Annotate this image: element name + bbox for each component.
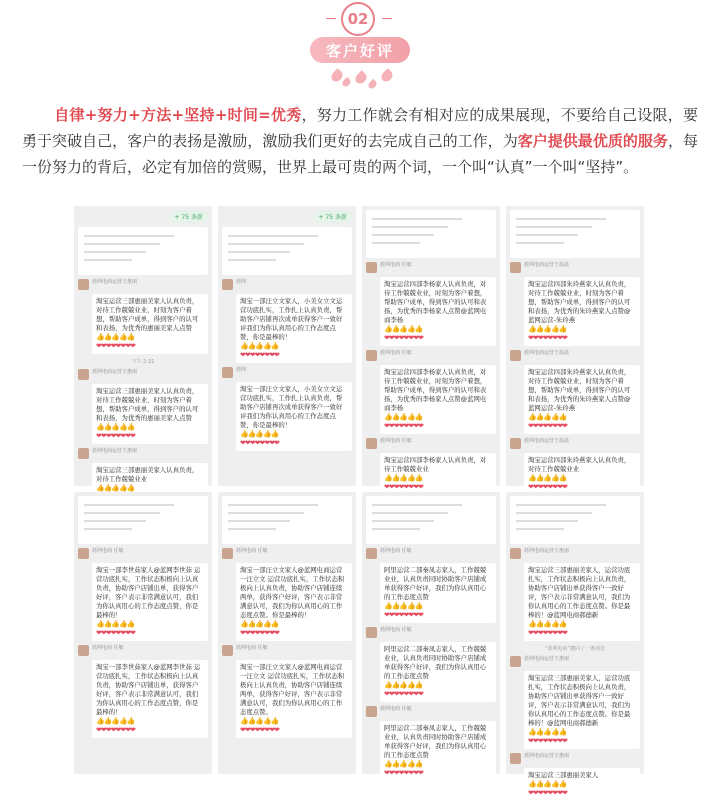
chat-bubble (380, 365, 496, 434)
sender-row (510, 438, 640, 449)
sender-name: 蓝网电商运营于晨晨 (524, 262, 570, 268)
avatar (366, 627, 377, 638)
chat-bubble (236, 382, 352, 451)
intro-paragraph (22, 102, 698, 180)
heart-icon: ❤❤❤❤❤❤❤❤ (240, 439, 279, 447)
message-text: 淘宝运营四部朱玲燕家人认真负责，对待工作兢兢业业，时刻为客户着想，帮助客户成单，得到客户的认可和表扬，为优秀的朱玲燕家人点赞@蓝网运营-朱玲燕 (528, 280, 631, 324)
new-messages-tag: + 75 条新 (170, 210, 208, 223)
thumbs-up-icon: 👍👍👍👍👍 (240, 620, 279, 628)
heart-icon: ❤❤❤❤❤❤❤❤ (384, 769, 423, 777)
time-chip: “蓝网电商”撤回了一条消息 (544, 646, 606, 652)
sender-name: 蓝网电商运营王惠丽 (524, 753, 570, 759)
section-title: 客户好评 (325, 41, 394, 60)
chat-screenshot (506, 492, 644, 797)
chat-bubble (236, 660, 352, 738)
avatar (510, 438, 521, 449)
avatar (366, 706, 377, 717)
thumbs-up-icon: 👍👍👍👍👍 (528, 780, 567, 788)
sender-row (366, 627, 496, 638)
avatar (510, 656, 521, 667)
chat-bubble (92, 660, 208, 738)
sender-row (222, 367, 352, 378)
thumbs-up-icon: 👍👍👍👍👍 (240, 342, 279, 350)
avatar (510, 350, 521, 361)
message-text: 淘宝运营四部朱玲燕家人认真负责，对待工作兢兢业业 (528, 456, 631, 473)
time-chip: 下午 2:31 (131, 359, 155, 365)
heart-icon: ❤❤❤❤❤❤❤❤ (528, 334, 567, 342)
heart-icon: ❤❤❤❤❤❤❤❤ (96, 629, 135, 637)
avatar (510, 262, 521, 273)
sender-name: 蓝网电商 任敏 (92, 645, 124, 651)
thumbs-up-icon: 👍👍👍👍👍 (240, 717, 279, 725)
sender-row (366, 262, 496, 273)
thumbs-up-icon: 👍👍👍👍👍 (96, 423, 135, 431)
heart-icon: ❤❤❤❤❤❤❤❤ (240, 726, 279, 734)
chat-bubble (380, 453, 496, 495)
message-text: 淘宝一部李世茹家人@蓝网李世茹 运营功底扎实，工作状态积极向上认真负责，协助客户店铺出单，获得客户好评，客户表示非常满意认可，我们为你认真用心的工作态度点赞，你是最棒的！ (96, 566, 201, 619)
chat-screenshot (74, 492, 212, 774)
sender-name: 蓝网电商 任敏 (92, 548, 124, 554)
sender-name: 蓝网电商 任敏 (236, 548, 268, 554)
heart-icon: ❤❤❤❤❤❤❤❤ (384, 422, 423, 430)
heart-icon: ❤❤❤❤❤❤❤❤ (528, 737, 567, 745)
sender-row (78, 548, 208, 559)
drop-icon (379, 68, 395, 84)
heart-icon: ❤❤❤❤❤❤❤❤ (528, 629, 567, 637)
avatar (366, 262, 377, 273)
sender-row (366, 548, 496, 559)
chat-preview-block (510, 496, 640, 544)
sender-row (510, 753, 640, 764)
heart-icon: ❤❤❤❤❤❤❤❤ (240, 351, 279, 359)
chat-bubble (92, 294, 208, 354)
heart-icon: ❤❤❤❤❤❤❤❤ (528, 789, 567, 797)
drop-icon (353, 70, 369, 86)
sender-row (78, 369, 208, 380)
sender-row (222, 279, 352, 290)
drop-icon (341, 77, 352, 88)
message-text: 淘宝一部汪立文家人@蓝网电商运营一汪立文 运营功底扎实，工作状态积极向上认真负责，协助客户店铺连续两单，获得客户好评，客户表示非常满意认可，我们为你认真用心的工作态度点赞。你是最棒的！ (240, 566, 345, 619)
sender-name: 蓝网 (236, 367, 247, 373)
sender-name: 蓝网电商运营于晨晨 (524, 438, 570, 444)
heart-icon: ❤❤❤❤❤❤❤❤ (240, 629, 279, 637)
sender-row (366, 706, 496, 717)
sender-name: 蓝网电商运营王惠丽 (92, 279, 138, 285)
sender-name: 蓝网电商运营王惠丽 (524, 548, 570, 554)
thumbs-up-icon: 👍👍👍👍👍 (384, 474, 423, 482)
message-text: 淘宝运营四部李杨家人认真负责，对待工作兢兢业业 (384, 456, 487, 473)
message-text: 淘宝运营三部惠丽美家人认真负责，对待工作兢兢业业，时刻为客户着想，帮助客户成单，得到客户的认可和表扬，为优秀的惠丽美家人点赞 (96, 387, 199, 422)
sender-name: 蓝网电商 任敏 (380, 706, 412, 712)
thumbs-up-icon: 👍👍👍👍👍 (384, 325, 423, 333)
chat-preview-block (222, 227, 352, 275)
sender-name: 蓝网电商 任敏 (380, 548, 412, 554)
heart-icon: ❤❤❤❤❤❤❤❤ (384, 483, 423, 491)
avatar (222, 645, 233, 656)
chat-bubble (524, 671, 640, 749)
heart-icon: ❤❤❤❤❤❤❤❤ (528, 483, 567, 491)
message-text: 淘宝一部汪立文家人@蓝网电商运营一汪立文 运营功底扎实，工作状态积极向上认真负责，协助客户店铺连续两单，获得客户好评，客户表示非常满意认可，我们为你认真用心的工作态度点赞。 (240, 663, 345, 716)
chat-preview-block (78, 496, 208, 544)
chat-bubble (524, 277, 640, 346)
sender-row (510, 350, 640, 361)
sender-name: 蓝网电商 任敏 (380, 627, 412, 633)
chat-bubble (380, 642, 496, 702)
avatar (510, 753, 521, 764)
avatar (366, 438, 377, 449)
intro-highlight-1: 自律+努力+方法+坚持+时间=优秀 (54, 106, 302, 124)
message-text: 淘宝运营三部惠丽美家人认真负责，对待工作兢兢业业 (96, 466, 199, 483)
thumbs-up-icon: 👍👍👍👍👍 (528, 413, 567, 421)
avatar (510, 548, 521, 559)
message-text: 淘宝运营三部惠丽美家人认真负责，对待工作兢兢业业，时刻为客户着想，帮助客户成单，得到客户的认可和表扬，为优秀的惠丽美家人点赞 (96, 297, 199, 332)
chat-bubble (380, 721, 496, 781)
tag-row (74, 206, 212, 223)
thumbs-up-icon: 👍👍👍👍👍 (384, 760, 423, 768)
tag-row (218, 206, 356, 223)
avatar (78, 369, 89, 380)
thumbs-up-icon: 👍👍👍👍👍 (96, 333, 135, 341)
chat-screenshot (362, 206, 500, 491)
intro-text-2: ，每一份努力的背后，必定有加倍的赏赐，世界上最可贵的两个词，一个叫“认真”一个叫“坚持”。 (22, 132, 698, 176)
sender-name: 蓝网电商 任敏 (380, 262, 412, 268)
section-header (0, 0, 720, 96)
thumbs-up-icon: 👍👍👍👍👍 (384, 681, 423, 689)
sender-row (222, 645, 352, 656)
badge-right-line (382, 18, 392, 19)
chat-bubble (380, 277, 496, 346)
sender-row (78, 645, 208, 656)
message-text: 淘宝一部李世茹家人@蓝网李世茹 运营功底扎实，工作状态积极向上认真负责，协助客户店铺出单，获得客户好评，客户表示非常满意认可，我们为你认真用心的工作态度点赞，你是最棒的！ (96, 663, 201, 716)
drop-icon (367, 79, 378, 90)
heart-icon: ❤❤❤❤❤❤❤❤ (96, 432, 135, 440)
chat-bubble (380, 563, 496, 623)
avatar (78, 645, 89, 656)
thumbs-up-icon: 👍👍👍👍👍 (528, 325, 567, 333)
thumbs-up-icon: 👍👍👍👍👍 (384, 413, 423, 421)
message-text: 阿里运营二部秦凤志家人，工作兢兢业业，认真负责同时协助客户店铺成单获得客户好评，我们为你认真用心的工作态度点赞 (384, 724, 487, 759)
thumbs-up-icon: 👍👍👍👍👍 (528, 474, 567, 482)
avatar (78, 279, 89, 290)
sender-name: 蓝网电商运营于晨晨 (524, 350, 570, 356)
heart-icon: ❤❤❤❤❤❤❤❤ (384, 334, 423, 342)
thumbs-up-icon: 👍👍👍👍👍 (96, 620, 135, 628)
message-text: 淘宝运营三部惠丽美家人，运营功底扎实，工作状态积极向上认真负责，协助客户店铺出单获得客户一致好评，客户表示非常满意认可，我们为你认真用心的工作态度点赞。你是最棒的！@蓝网电商郝德新 (528, 674, 631, 727)
thumbs-up-icon: 👍👍👍👍👍 (528, 620, 567, 628)
chat-bubble (524, 768, 640, 801)
chat-bubble (524, 563, 640, 641)
sender-row (366, 350, 496, 361)
chat-preview-block (78, 227, 208, 275)
thumbs-up-icon: 👍👍👍👍👍 (384, 602, 423, 610)
avatar (78, 448, 89, 459)
chat-preview-block (366, 496, 496, 544)
message-text: 阿里运营二部秦凤志家人，工作兢兢业业，认真负责同时协助客户店铺成单获得客户好评，我们为你认真用心的工作态度点赞 (384, 566, 487, 601)
chat-bubble (524, 365, 640, 434)
message-text: 淘宝运营四部李杨家人认真负责，对待工作兢兢业业，时刻为客户着想，帮助客户成单，得到客户的认可和表扬，为优秀的李杨家人点赞@蓝网电商李杨 (384, 368, 487, 412)
message-text: 淘宝运营三部惠丽美家人，运营功底扎实，工作状态积极向上认真负责，协助客户店铺出单获得客户一致好评，客户表示非常满意认可，我们为你认真用心的工作态度点赞。你是最棒的！@蓝网电商郝德新 (528, 566, 631, 619)
thumbs-up-icon: 👍👍👍👍👍 (96, 484, 135, 492)
chat-screenshot (74, 206, 212, 492)
chat-bubble (92, 563, 208, 641)
sender-row (78, 279, 208, 290)
sender-name: 蓝网电商运营王惠丽 (92, 369, 138, 375)
avatar (222, 367, 233, 378)
chat-screenshot (506, 206, 644, 491)
heart-icon: ❤❤❤❤❤❤❤❤ (96, 726, 135, 734)
thumbs-up-icon: 👍👍👍👍👍 (240, 430, 279, 438)
avatar (78, 548, 89, 559)
message-text: 淘宝运营四部朱玲燕家人认真负责，对待工作兢兢业业，时刻为客户着想，帮助客户成单，得到客户的认可和表扬，为优秀的朱玲燕家人点赞@蓝网运营-朱玲燕 (528, 368, 631, 412)
thumbs-up-icon: 👍👍👍👍👍 (96, 717, 135, 725)
chat-screenshot (218, 206, 356, 486)
heart-icon: ❤❤❤❤❤❤❤❤ (96, 342, 135, 350)
sender-name: 蓝网电商运营王惠丽 (524, 656, 570, 662)
sender-name: 蓝网电商运营王惠丽 (92, 448, 138, 454)
avatar (222, 279, 233, 290)
avatar (222, 548, 233, 559)
sender-row (510, 548, 640, 559)
sender-name: 蓝网电商 任敏 (236, 645, 268, 651)
avatar (366, 350, 377, 361)
message-text: 淘宝运营四部李杨家人认真负责，对待工作兢兢业业，时刻为客户着想，帮助客户成单，得到客户的认可和表扬，为优秀的李杨家人点赞@蓝网电商李杨 (384, 280, 487, 324)
new-messages-tag: + 75 条新 (314, 210, 352, 223)
sender-name: 蓝网 (236, 279, 247, 285)
chat-screenshot (218, 492, 356, 774)
sender-row (510, 656, 640, 667)
chat-screenshot (362, 492, 500, 777)
message-text: 淘宝一部汪立文家人，小美女立文运营功底扎实，工作扎上认真负责，帮助客户店铺再次成单获得客户一致好评我们为你认真用心的工作态度点赞，你是最棒的！ (240, 297, 343, 341)
sender-row (510, 262, 640, 273)
avatar (366, 548, 377, 559)
sender-row (222, 548, 352, 559)
section-title-bar (310, 37, 410, 63)
badge-left-line (326, 18, 336, 19)
heart-icon: ❤❤❤❤❤❤❤❤ (384, 690, 423, 698)
heart-icon: ❤❤❤❤❤❤❤❤ (384, 611, 423, 619)
section-number-badge (341, 2, 375, 36)
sender-row (366, 438, 496, 449)
chat-preview-block (366, 210, 496, 258)
chat-preview-block (510, 210, 640, 258)
sender-name: 蓝网电商 任敏 (380, 438, 412, 444)
chat-preview-block (222, 496, 352, 544)
intro-highlight-2: 客户提供最优质的服务 (517, 132, 668, 150)
message-text: 阿里运营二部秦凤志家人，工作兢兢业业，认真负责同时协助客户店铺成单获得客户好评，我们为你认真用心的工作态度点赞 (384, 645, 487, 680)
section-number: 02 (347, 10, 369, 28)
thumbs-up-icon: 👍👍👍👍👍 (528, 728, 567, 736)
heart-icon: ❤❤❤❤❤❤❤❤ (528, 422, 567, 430)
message-text: 淘宝一部汪立文家人，小美女立文运营功底扎实，工作扎上认真负责，帮助客户店铺再次成单获得客户一致好评我们为你认真用心的工作态度点赞，你是最棒的！ (240, 385, 343, 429)
chat-bubble (236, 563, 352, 641)
chat-bubble (524, 453, 640, 495)
chat-bubble (92, 384, 208, 444)
sender-name: 蓝网电商 任敏 (380, 350, 412, 356)
sender-row (78, 448, 208, 459)
chat-bubble (236, 294, 352, 363)
message-text: 淘宝运营三部惠丽美家人 (528, 771, 599, 779)
intro-text-1: ，努力工作就会有相对应的成果展现，不要给自己设限，要勇于突破自己，客户的表扬是激励，激励我们更好的去完成自己的工作，为 (22, 106, 698, 150)
